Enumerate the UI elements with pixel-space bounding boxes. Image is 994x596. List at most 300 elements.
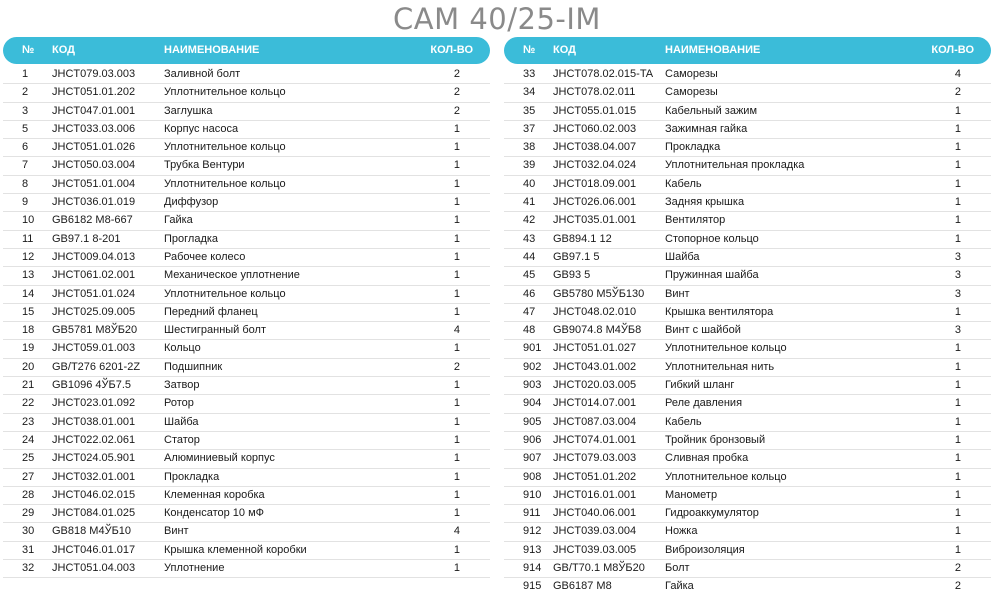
cell-qty: 3	[954, 287, 961, 300]
table-row	[3, 267, 490, 285]
cell-code: GB/T276 6201-2Z	[52, 360, 141, 373]
cell-code: GB894.1 12	[553, 232, 612, 245]
cell-name: Зажимная гайка	[665, 122, 748, 135]
cell-code: JHCT039.03.004	[553, 525, 637, 538]
table-row	[504, 560, 991, 578]
table-row	[504, 523, 991, 541]
cell-num: 21	[22, 379, 35, 392]
table-row	[504, 249, 991, 267]
cell-qty: 1	[453, 196, 460, 209]
cell-qty: 1	[453, 159, 460, 172]
cell-name: Ножка	[665, 525, 698, 538]
cell-name: Корпус насоса	[164, 122, 239, 135]
cell-name: Саморезы	[665, 68, 718, 80]
cell-code: JHCT051.01.202	[52, 86, 136, 99]
cell-code: JHCT050.03.004	[52, 159, 136, 172]
table-row	[3, 286, 490, 304]
cell-name: Винт	[164, 525, 189, 538]
cell-qty: 1	[954, 415, 961, 428]
cell-code: JHCT038.04.007	[553, 141, 637, 154]
cell-name: Затвор	[164, 379, 200, 392]
cell-qty: 1	[453, 433, 460, 446]
cell-num: 20	[22, 360, 35, 373]
cell-name: Винт с шайбой	[665, 324, 741, 337]
cell-name: Крышка клеменной коробки	[164, 543, 307, 556]
cell-qty: 3	[954, 269, 961, 282]
cell-code: JHCT084.01.025	[52, 507, 136, 520]
table-row	[3, 157, 490, 175]
cell-num: 31	[22, 543, 35, 556]
cell-qty: 1	[954, 214, 961, 227]
cell-num: 24	[22, 433, 35, 446]
cell-qty: 1	[453, 269, 460, 282]
cell-qty: 4	[954, 68, 961, 80]
cell-code: JHCT038.01.001	[52, 415, 136, 428]
header-code: КОД	[553, 44, 576, 56]
cell-num: 23	[22, 415, 35, 428]
header-num: №	[22, 44, 35, 56]
table-row	[3, 359, 490, 377]
cell-qty: 1	[954, 360, 961, 373]
cell-num: 48	[523, 324, 536, 337]
table-row	[504, 359, 991, 377]
cell-qty: 1	[954, 397, 961, 410]
table-row	[3, 377, 490, 395]
cell-code: JHCT020.03.005	[553, 379, 637, 392]
table-row	[504, 432, 991, 450]
cell-name: Виброизоляция	[665, 543, 745, 556]
table-row	[504, 212, 991, 230]
cell-code: JHCT047.01.001	[52, 104, 136, 117]
cell-qty: 1	[954, 433, 961, 446]
cell-code: JHCT043.01.002	[553, 360, 637, 373]
cell-num: 14	[22, 287, 35, 300]
cell-num: 34	[523, 86, 536, 99]
table-row	[3, 212, 490, 230]
cell-code: JHCT055.01.015	[553, 104, 637, 117]
cell-code: JHCT079.03.003	[553, 452, 637, 465]
cell-num: 29	[22, 507, 35, 520]
cell-name: Уплотнительное кольцо	[665, 470, 787, 483]
cell-code: JHCT061.02.001	[52, 269, 136, 282]
cell-name: Кабель	[665, 177, 702, 190]
cell-code: JHCT060.02.003	[553, 122, 637, 135]
table-row	[504, 176, 991, 194]
cell-code: JHCT051.01.202	[553, 470, 637, 483]
cell-qty: 2	[954, 562, 961, 575]
cell-name: Заглушка	[164, 104, 213, 117]
table-row	[504, 267, 991, 285]
table-row	[3, 340, 490, 358]
cell-name: Уплотнительное кольцо	[164, 86, 286, 99]
table-row	[3, 542, 490, 560]
table-row	[504, 103, 991, 121]
cell-code: GB1096 4ЎБ7.5	[52, 379, 132, 392]
cell-qty: 1	[954, 104, 961, 117]
cell-code: JHCT051.01.026	[52, 141, 136, 154]
cell-qty: 1	[453, 141, 460, 154]
table-row	[504, 340, 991, 358]
page-title: CAM 40/25-IM	[393, 2, 601, 36]
cell-qty: 3	[954, 250, 961, 263]
cell-code: JHCT023.01.092	[52, 397, 136, 410]
cell-code: JHCT040.06.001	[553, 507, 637, 520]
cell-name: Крышка вентилятора	[665, 305, 774, 318]
cell-name: Кабельный зажим	[665, 104, 758, 117]
table-row	[504, 578, 991, 595]
cell-num: 40	[523, 177, 536, 190]
table-row	[3, 66, 490, 84]
cell-num: 911	[523, 507, 541, 520]
cell-num: 1	[22, 68, 29, 80]
table-header	[504, 37, 991, 64]
cell-name: Шайба	[164, 415, 199, 428]
table-row	[3, 450, 490, 468]
table-row	[3, 231, 490, 249]
cell-code: JHCT026.06.001	[553, 196, 637, 209]
cell-code: JHCT078.02.015-TA	[553, 68, 654, 80]
cell-code: GB97.1 8-201	[52, 232, 121, 245]
cell-num: 914	[523, 562, 542, 575]
cell-name: Рабочее колесо	[164, 250, 246, 263]
cell-code: JHCT051.01.027	[553, 342, 637, 355]
cell-name: Винт	[665, 287, 690, 300]
cell-code: JHCT032.04.024	[553, 159, 637, 172]
cell-code: JHCT022.02.061	[52, 433, 136, 446]
cell-num: 913	[523, 543, 542, 556]
cell-qty: 1	[453, 122, 460, 135]
cell-num: 912	[523, 525, 542, 538]
cell-name: Кабель	[665, 415, 702, 428]
cell-qty: 1	[954, 507, 961, 520]
cell-qty: 1	[453, 415, 460, 428]
cell-num: 45	[523, 269, 536, 282]
table-row	[3, 469, 490, 487]
cell-name: Задняя крышка	[665, 196, 745, 209]
cell-num: 7	[22, 159, 29, 172]
cell-qty: 1	[453, 232, 460, 245]
cell-qty: 1	[954, 452, 961, 465]
cell-name: Уплотнительная прокладка	[665, 159, 805, 172]
table-row	[504, 414, 991, 432]
cell-num: 905	[523, 415, 542, 428]
cell-code: JHCT048.02.010	[553, 305, 637, 318]
cell-code: JHCT036.01.019	[52, 196, 136, 209]
cell-name: Шестигранный болт	[164, 324, 267, 337]
cell-qty: 2	[954, 580, 961, 593]
cell-code: JHCT035.01.001	[553, 214, 637, 227]
cell-num: 904	[523, 397, 542, 410]
cell-qty: 1	[954, 232, 961, 245]
cell-num: 2	[22, 86, 29, 99]
cell-num: 901	[523, 342, 542, 355]
table-row	[3, 322, 490, 340]
table-row	[504, 450, 991, 468]
cell-qty: 4	[453, 324, 460, 337]
cell-name: Гидроаккумулятор	[665, 507, 759, 520]
cell-qty: 1	[954, 379, 961, 392]
table-body	[3, 66, 490, 578]
cell-num: 25	[22, 452, 35, 465]
table-row	[504, 139, 991, 157]
cell-code: GB9074.8 M4ЎБ8	[553, 324, 642, 337]
cell-num: 19	[22, 342, 35, 355]
header-qty: КОЛ-ВО	[430, 44, 473, 56]
cell-num: 27	[22, 470, 35, 483]
cell-code: JHCT024.05.901	[52, 452, 136, 465]
cell-qty: 1	[954, 141, 961, 154]
cell-num: 903	[523, 379, 542, 392]
cell-qty: 1	[453, 543, 460, 556]
cell-num: 41	[523, 196, 536, 209]
cell-qty: 1	[453, 342, 460, 355]
cell-name: Ротор	[164, 397, 194, 410]
cell-qty: 1	[954, 525, 961, 538]
cell-name: Прокладка	[665, 141, 721, 154]
cell-qty: 1	[453, 214, 460, 227]
cell-code: JHCT046.01.017	[52, 543, 136, 556]
cell-num: 907	[523, 452, 542, 465]
cell-name: Заливной болт	[164, 68, 241, 80]
cell-num: 15	[22, 305, 35, 318]
cell-qty: 1	[453, 397, 460, 410]
cell-name: Уплотнение	[164, 562, 225, 575]
cell-num: 915	[523, 580, 542, 593]
cell-qty: 1	[954, 543, 961, 556]
cell-num: 35	[523, 104, 536, 117]
table-row	[504, 194, 991, 212]
cell-name: Уплотнительное кольцо	[665, 342, 787, 355]
cell-code: GB93 5	[553, 269, 591, 282]
cell-code: JHCT051.01.024	[52, 287, 136, 300]
cell-qty: 2	[453, 68, 460, 80]
table-row	[504, 286, 991, 304]
cell-num: 28	[22, 488, 35, 501]
table-row	[504, 231, 991, 249]
cell-name: Болт	[665, 562, 690, 575]
cell-qty: 1	[954, 488, 961, 501]
cell-qty: 1	[954, 470, 961, 483]
cell-code: JHCT032.01.001	[52, 470, 136, 483]
cell-num: 18	[22, 324, 35, 337]
cell-name: Подшипник	[164, 360, 223, 373]
table-row	[3, 395, 490, 413]
cell-num: 10	[22, 214, 35, 227]
cell-num: 32	[22, 562, 35, 575]
cell-num: 908	[523, 470, 542, 483]
table-row	[3, 523, 490, 541]
cell-code: GB6182 M8-667	[52, 214, 133, 227]
cell-code: JHCT087.03.004	[553, 415, 637, 428]
cell-name: Алюминиевый корпус	[164, 452, 275, 465]
table-row	[504, 66, 991, 84]
cell-qty: 2	[453, 360, 460, 373]
cell-qty: 1	[954, 342, 961, 355]
cell-code: JHCT016.01.001	[553, 488, 637, 501]
cell-name: Шайба	[665, 250, 700, 263]
cell-qty: 1	[453, 452, 460, 465]
table-row	[3, 194, 490, 212]
table-row	[3, 121, 490, 139]
cell-num: 39	[523, 159, 536, 172]
cell-name: Конденсатор 10 мФ	[164, 507, 265, 520]
cell-name: Передний фланец	[164, 305, 258, 318]
cell-num: 9	[22, 196, 29, 209]
cell-num: 3	[22, 104, 29, 117]
table-row	[3, 304, 490, 322]
cell-qty: 4	[453, 525, 460, 538]
cell-name: Гайка	[164, 214, 193, 227]
cell-code: JHCT079.03.003	[52, 68, 136, 80]
table-row	[3, 505, 490, 523]
table-row	[3, 139, 490, 157]
cell-code: JHCT059.01.003	[52, 342, 136, 355]
cell-qty: 1	[453, 562, 460, 575]
cell-num: 33	[523, 68, 536, 80]
table-header	[3, 37, 490, 64]
cell-num: 910	[523, 488, 542, 501]
cell-qty: 1	[954, 159, 961, 172]
cell-num: 22	[22, 397, 35, 410]
cell-num: 8	[22, 177, 29, 190]
cell-code: JHCT078.02.011	[553, 86, 636, 99]
cell-num: 6	[22, 141, 29, 154]
cell-code: JHCT009.04.013	[52, 250, 136, 263]
table-row	[3, 249, 490, 267]
cell-code: JHCT033.03.006	[52, 122, 136, 135]
cell-qty: 1	[954, 196, 961, 209]
cell-code: GB818 M4ЎБ10	[52, 525, 132, 538]
cell-name: Прокладка	[164, 470, 220, 483]
header-qty: КОЛ-ВО	[931, 44, 974, 56]
cell-num: 37	[523, 122, 536, 135]
cell-code: GB5781 M8ЎБ20	[52, 324, 138, 337]
cell-code: JHCT025.09.005	[52, 305, 136, 318]
cell-code: GB97.1 5	[553, 250, 600, 263]
table-row	[3, 103, 490, 121]
cell-qty: 2	[453, 104, 460, 117]
cell-name: Сливная пробка	[665, 452, 749, 465]
cell-name: Вентилятор	[665, 214, 726, 227]
header-code: КОД	[52, 44, 75, 56]
cell-code: JHCT039.03.005	[553, 543, 637, 556]
header-name: НАИМЕНОВАНИЕ	[665, 44, 761, 56]
cell-qty: 1	[453, 488, 460, 501]
cell-name: Манометр	[665, 488, 718, 501]
table-row	[3, 432, 490, 450]
cell-code: JHCT046.02.015	[52, 488, 136, 501]
cell-num: 43	[523, 232, 536, 245]
cell-name: Реле давления	[665, 397, 743, 410]
cell-qty: 1	[453, 379, 460, 392]
cell-qty: 1	[453, 305, 460, 318]
cell-name: Тройник бронзовый	[665, 433, 766, 446]
cell-name: Пружинная шайба	[665, 269, 759, 282]
cell-name: Статор	[164, 433, 200, 446]
table-row	[504, 84, 991, 102]
header-name: НАИМЕНОВАНИЕ	[164, 44, 260, 56]
cell-num: 42	[523, 214, 536, 227]
table-row	[504, 542, 991, 560]
cell-name: Прогладка	[164, 232, 219, 245]
cell-code: JHCT014.07.001	[553, 397, 637, 410]
table-row	[3, 84, 490, 102]
cell-name: Уплотнительная нить	[665, 360, 775, 373]
cell-qty: 1	[453, 177, 460, 190]
cell-qty: 1	[453, 287, 460, 300]
cell-qty: 1	[954, 122, 961, 135]
cell-num: 13	[22, 269, 35, 282]
cell-num: 44	[523, 250, 536, 263]
table-body	[504, 66, 991, 596]
cell-name: Уплотнительное кольцо	[164, 287, 286, 300]
cell-name: Саморезы	[665, 86, 718, 99]
cell-code: JHCT074.01.001	[553, 433, 637, 446]
table-row	[504, 469, 991, 487]
cell-name: Уплотнительное кольцо	[164, 177, 286, 190]
cell-name: Механическое уплотнение	[164, 269, 300, 282]
cell-num: 5	[22, 122, 29, 135]
cell-qty: 2	[954, 86, 961, 99]
table-row	[504, 395, 991, 413]
cell-name: Диффузор	[164, 196, 219, 209]
cell-name: Уплотнительное кольцо	[164, 141, 286, 154]
cell-qty: 3	[954, 324, 961, 337]
table-row	[3, 414, 490, 432]
cell-num: 46	[523, 287, 536, 300]
table-row	[504, 304, 991, 322]
cell-name: Клеменная коробка	[164, 488, 265, 501]
table-row	[504, 322, 991, 340]
cell-code: GB/T70.1 M8ЎБ20	[553, 562, 645, 575]
cell-num: 902	[523, 360, 542, 373]
cell-qty: 1	[453, 470, 460, 483]
cell-code: GB5780 M5ЎБ130	[553, 287, 645, 300]
cell-num: 12	[22, 250, 35, 263]
cell-name: Стопорное кольцо	[665, 232, 759, 245]
cell-num: 11	[22, 232, 34, 245]
parts-table-left	[3, 37, 490, 578]
table-row	[3, 560, 490, 578]
header-num: №	[523, 44, 536, 56]
cell-qty: 1	[954, 177, 961, 190]
table-row	[504, 121, 991, 139]
cell-qty: 1	[453, 250, 460, 263]
cell-code: JHCT051.01.004	[52, 177, 136, 190]
cell-code: GB6187 M8	[553, 580, 612, 593]
table-row	[3, 487, 490, 505]
cell-qty: 2	[453, 86, 460, 99]
cell-code: JHCT018.09.001	[553, 177, 637, 190]
cell-num: 38	[523, 141, 536, 154]
cell-name: Кольцо	[164, 342, 201, 355]
cell-name: Гибкий шланг	[665, 379, 735, 392]
cell-qty: 1	[453, 507, 460, 520]
parts-table-right	[504, 37, 991, 596]
cell-name: Трубка Вентури	[164, 159, 245, 172]
table-row	[504, 487, 991, 505]
cell-code: JHCT051.04.003	[52, 562, 136, 575]
cell-name: Гайка	[665, 580, 694, 593]
table-row	[504, 505, 991, 523]
table-row	[504, 377, 991, 395]
cell-qty: 1	[954, 305, 961, 318]
cell-num: 906	[523, 433, 542, 446]
table-row	[504, 157, 991, 175]
cell-num: 47	[523, 305, 536, 318]
table-row	[3, 176, 490, 194]
cell-num: 30	[22, 525, 35, 538]
